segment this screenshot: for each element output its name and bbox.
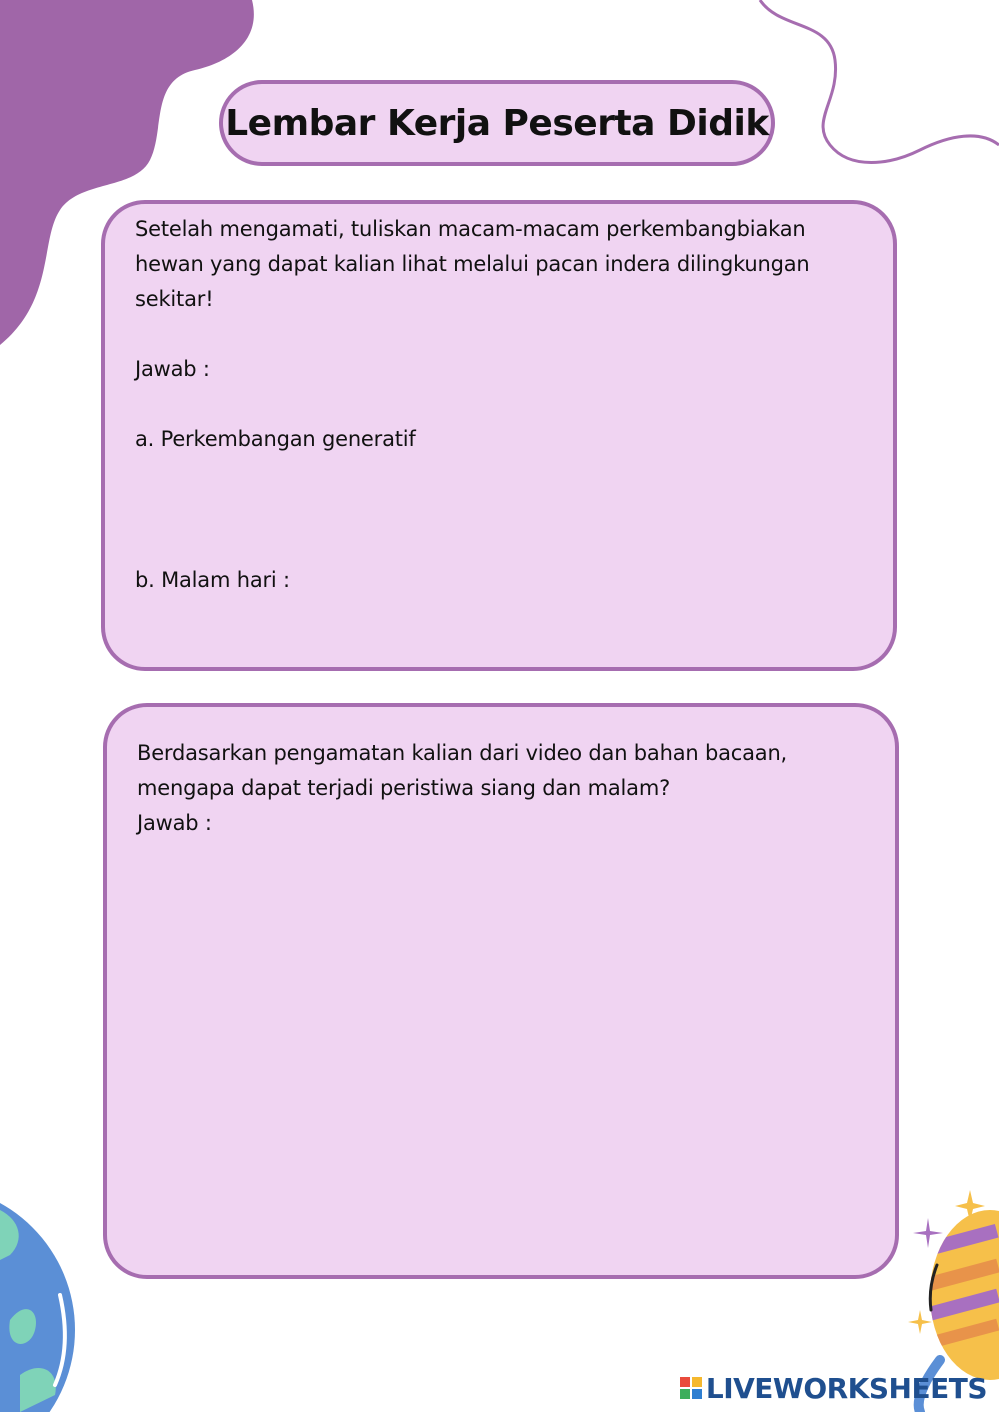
answer-label-2: Jawab : [137, 811, 212, 835]
logo-square-yellow [692, 1377, 702, 1387]
earth-icon [0, 1200, 80, 1412]
logo-square-blue [692, 1389, 702, 1399]
brand-name: LIVEWORKSHEETS [705, 1371, 987, 1405]
liveworksheets-logo-icon [680, 1377, 702, 1399]
logo-square-red [680, 1377, 690, 1387]
squiggle-line-decoration [740, 0, 999, 175]
answer-item-a: a. Perkembangan generatif [135, 427, 416, 451]
answer-item-b: b. Malam hari : [135, 568, 290, 592]
question-2-text: Berdasarkan pengamatan kalian dari video dan bahan bacaan, mengapa dapat terjadi peristiwa siang dan malam? [137, 741, 788, 800]
page-title: Lembar Kerja Peserta Didik [225, 102, 769, 144]
question-card-1 [101, 200, 897, 671]
liveworksheets-brand[interactable] [680, 1370, 987, 1406]
title-banner [219, 80, 775, 166]
question-1-text: Setelah mengamati, tuliskan macam-macam perkembangbiakan hewan yang dapat kalian lihat melalui pacan indera dilingkungan sekitar! [135, 217, 810, 311]
answer-label-1: Jawab : [135, 357, 210, 381]
logo-square-green [680, 1389, 690, 1399]
question-card-2 [103, 703, 899, 1279]
